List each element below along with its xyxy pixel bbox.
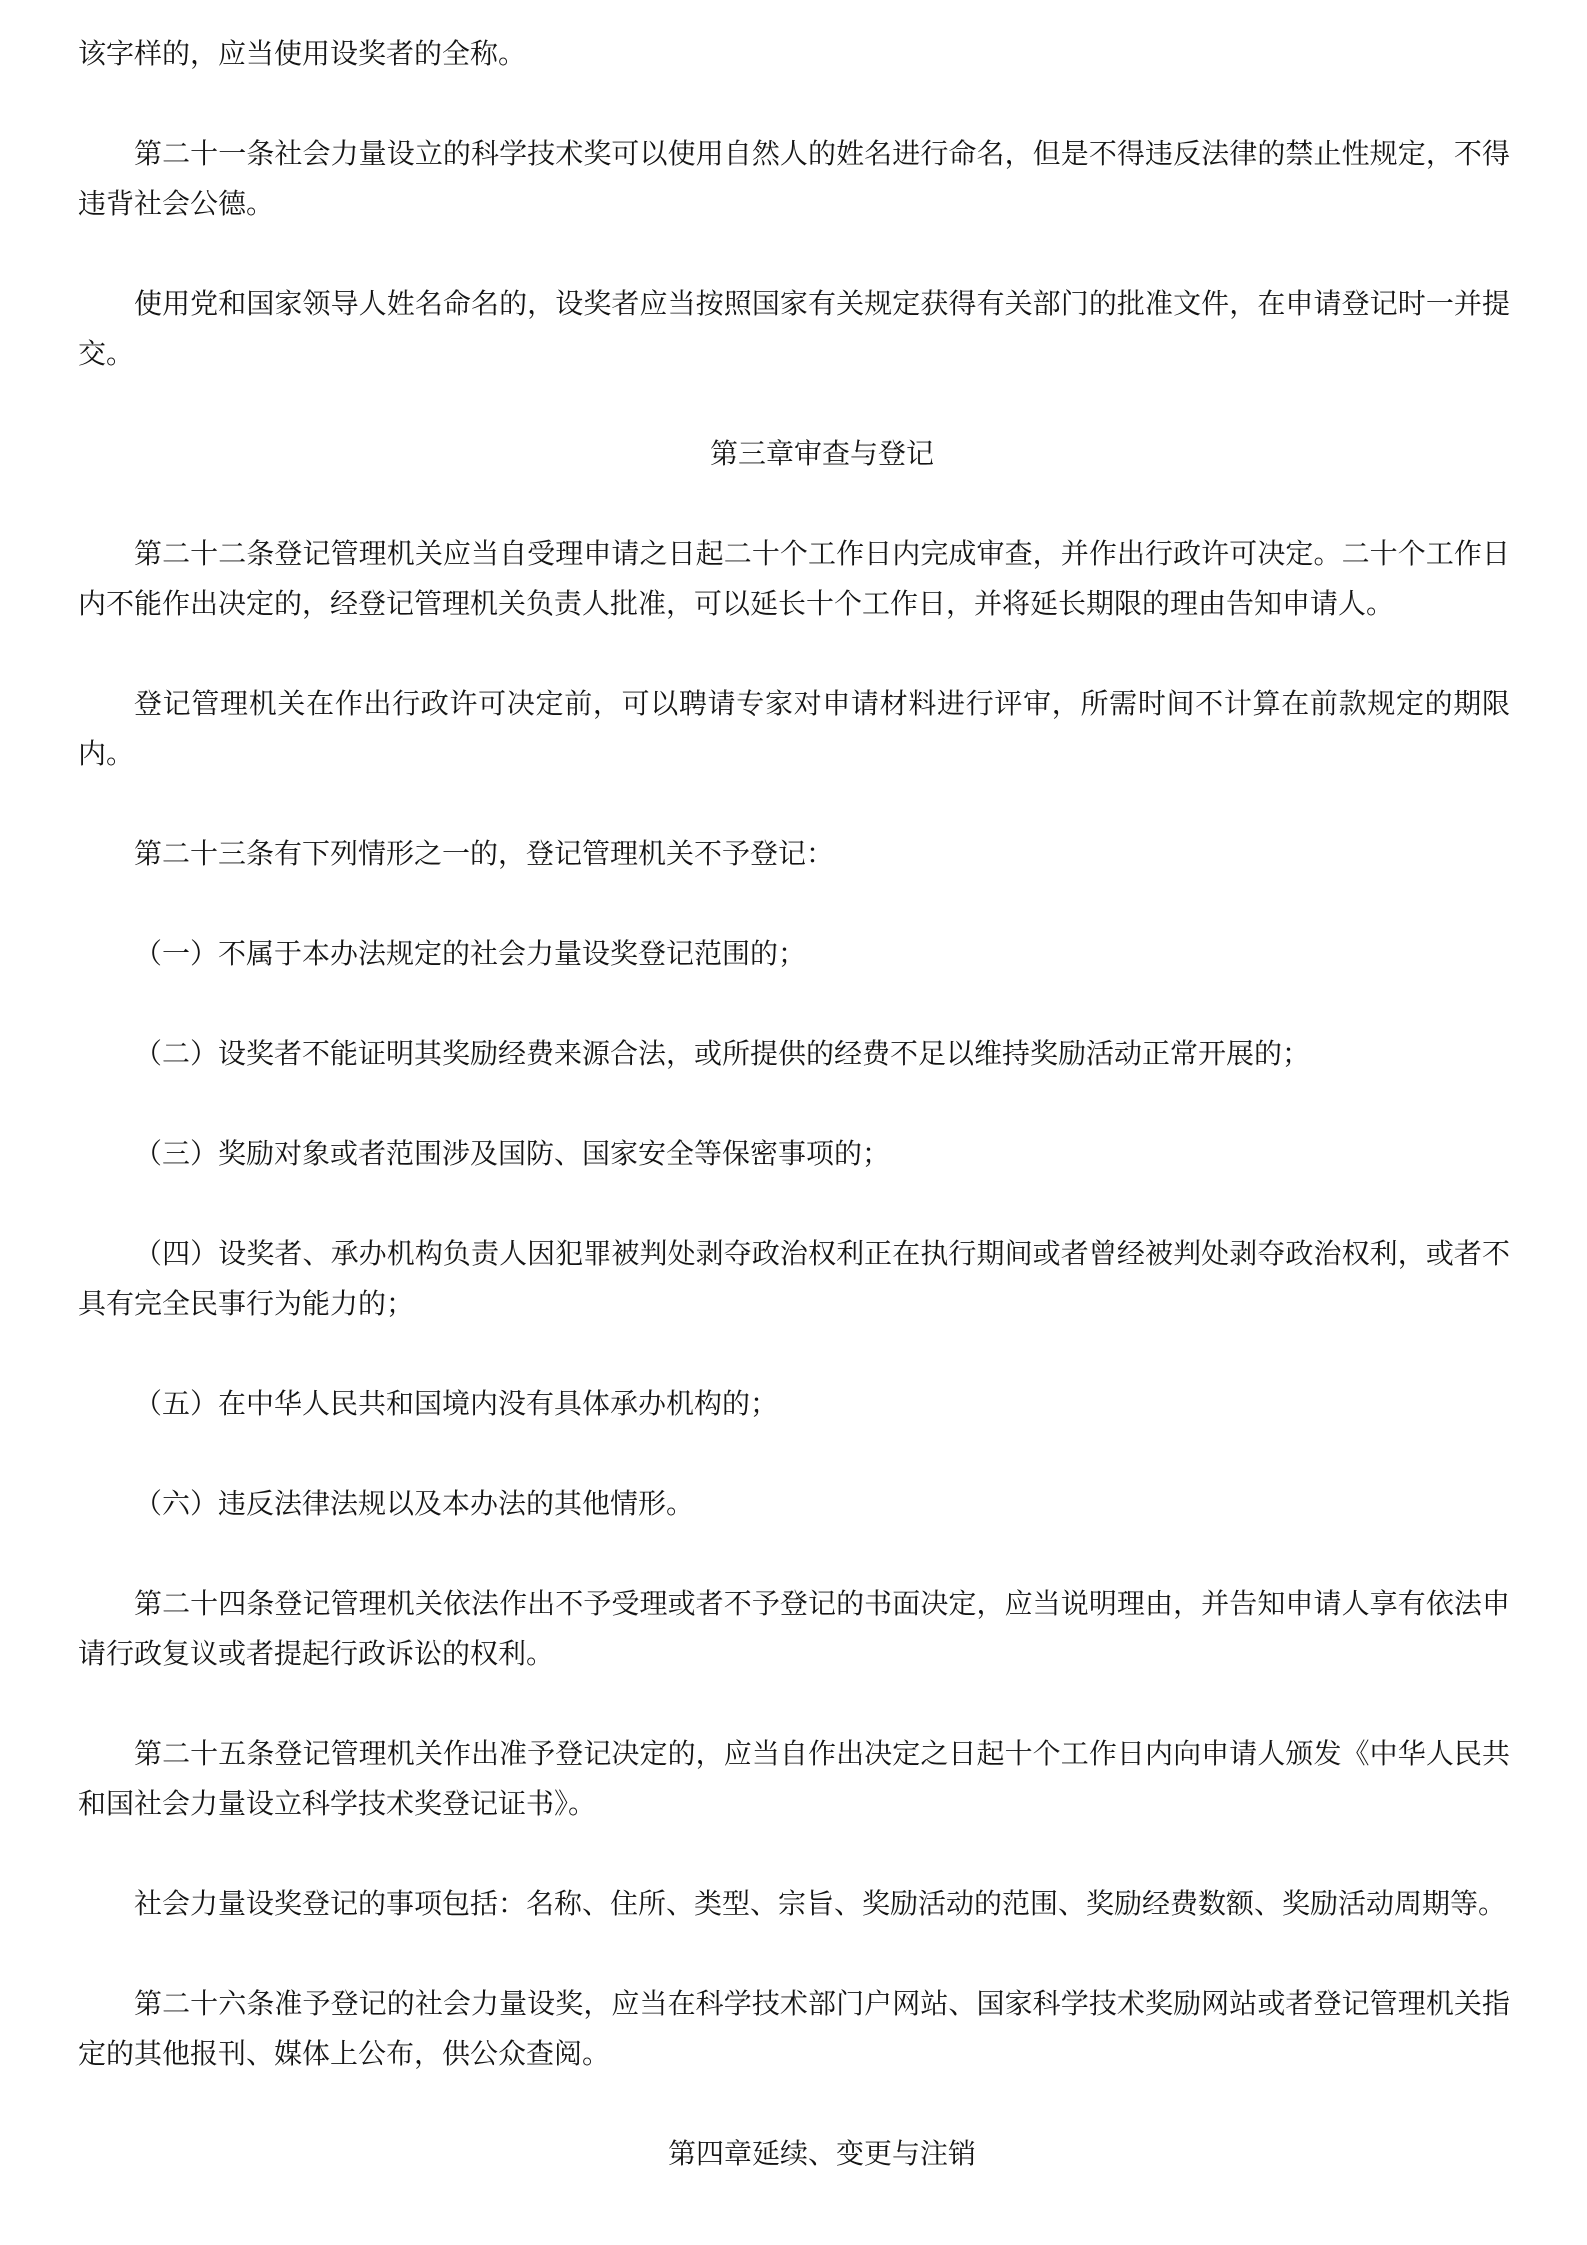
paragraph-article-25-registration-items: 社会力量设奖登记的事项包括：名称、住所、类型、宗旨、奖励活动的范围、奖励经费数额、奖励活动周期等。 bbox=[134, 1887, 1507, 1920]
paragraph-article-25: 第二十五条登记管理机关作出准予登记决定的，应当自作出决定之日起十个工作日内向申请人颁发《中华人民共和国社会力量设立科学技术奖登记证书》。 bbox=[78, 1737, 1510, 1820]
document-page bbox=[78, 29, 1510, 2229]
paragraph-article-26: 第二十六条准予登记的社会力量设奖，应当在科学技术部门户网站、国家科学技术奖励网站或者登记管理机关指定的其他报刊、媒体上公布，供公众查阅。 bbox=[78, 1987, 1510, 2070]
paragraph-continuation: 该字样的，应当使用设奖者的全称。 bbox=[78, 37, 527, 70]
list-item-6: （六）违反法律法规以及本办法的其他情形。 bbox=[134, 1487, 695, 1520]
list-item-5: （五）在中华人民共和国境内没有具体承办机构的； bbox=[134, 1387, 779, 1420]
paragraph-article-22: 第二十二条登记管理机关应当自受理申请之日起二十个工作日内完成审查，并作出行政许可决定。二十个工作日内不能作出决定的，经登记管理机关负责人批准，可以延长十个工作日，并将延长期限的理由告知申请人。 bbox=[78, 537, 1510, 620]
list-item-2: （二）设奖者不能证明其奖励经费来源合法，或所提供的经费不足以维持奖励活动正常开展的； bbox=[134, 1037, 1311, 1070]
paragraph-article-24: 第二十四条登记管理机关依法作出不予受理或者不予登记的书面决定，应当说明理由，并告知申请人享有依法申请行政复议或者提起行政诉讼的权利。 bbox=[78, 1587, 1510, 1670]
chapter-heading-4: 第四章延续、变更与注销 bbox=[667, 2137, 976, 2170]
chapter-heading-3: 第三章审查与登记 bbox=[709, 437, 934, 470]
paragraph-article-23: 第二十三条有下列情形之一的，登记管理机关不予登记： bbox=[134, 837, 835, 870]
paragraph-article-21-leader-names: 使用党和国家领导人姓名命名的，设奖者应当按照国家有关规定获得有关部门的批准文件，在申请登记时一并提交。 bbox=[78, 287, 1510, 370]
list-item-3: （三）奖励对象或者范围涉及国防、国家安全等保密事项的； bbox=[134, 1137, 891, 1170]
list-item-1: （一）不属于本办法规定的社会力量设奖登记范围的； bbox=[134, 937, 807, 970]
paragraph-article-22-expert-review: 登记管理机关在作出行政许可决定前，可以聘请专家对申请材料进行评审，所需时间不计算在前款规定的期限内。 bbox=[78, 687, 1510, 770]
list-item-4: （四）设奖者、承办机构负责人因犯罪被判处剥夺政治权利正在执行期间或者曾经被判处剥夺政治权利，或者不具有完全民事行为能力的； bbox=[78, 1237, 1510, 1320]
paragraph-article-21: 第二十一条社会力量设立的科学技术奖可以使用自然人的姓名进行命名，但是不得违反法律的禁止性规定，不得违背社会公德。 bbox=[78, 137, 1510, 220]
